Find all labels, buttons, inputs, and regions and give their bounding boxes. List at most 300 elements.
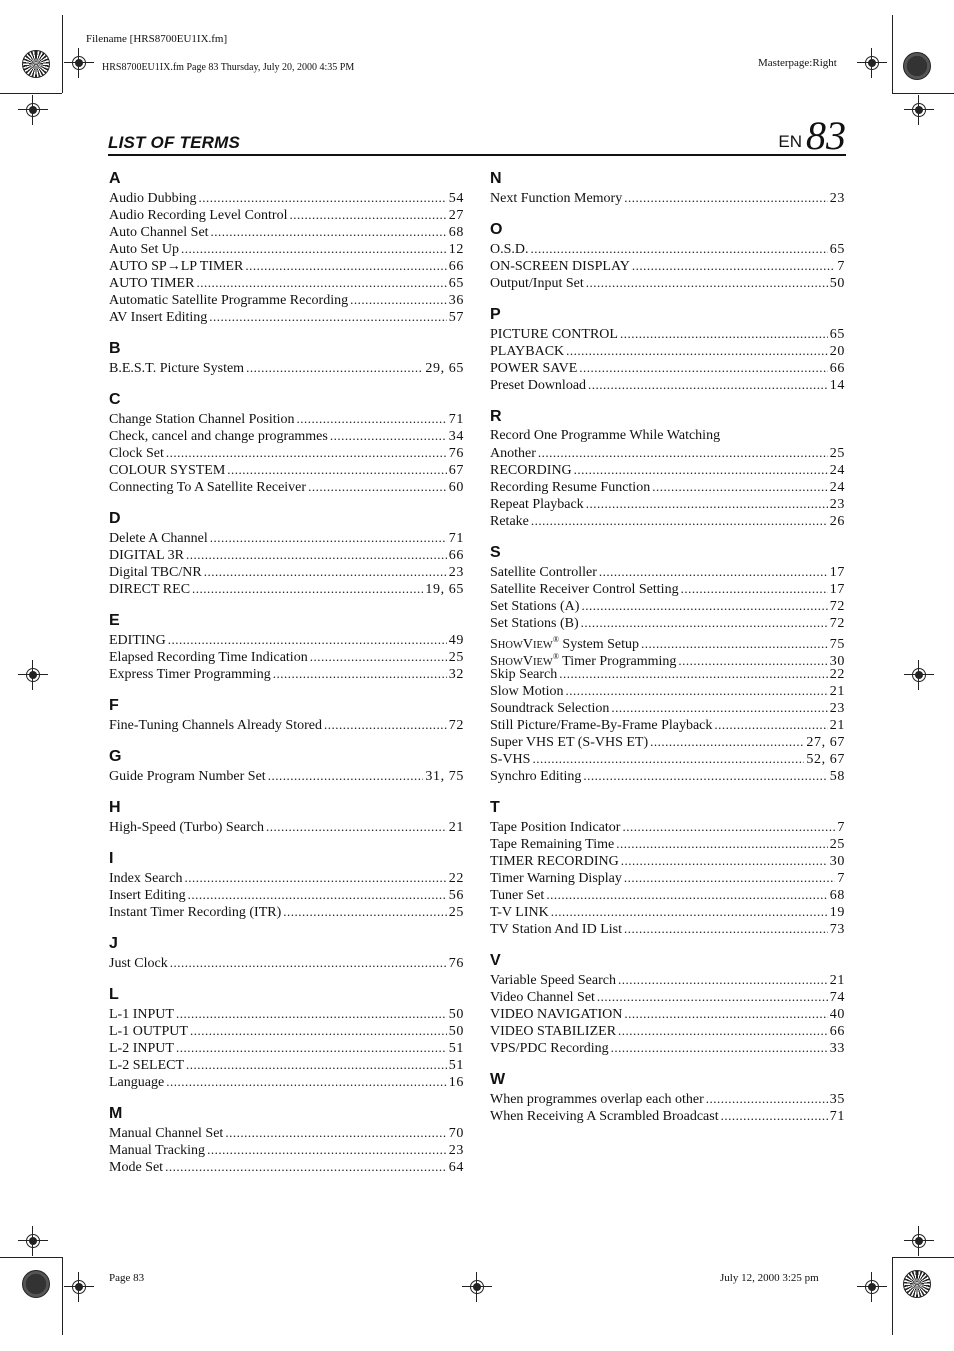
index-entry-page: 65	[448, 276, 464, 291]
index-entry	[109, 1158, 464, 1175]
index-entry	[490, 665, 845, 682]
dot-leader	[622, 818, 835, 835]
index-entry	[109, 869, 464, 886]
index-entry-term: TV Station And ID List	[490, 922, 622, 937]
dot-leader	[330, 427, 447, 444]
index-entry-term: RECORDING	[490, 463, 572, 478]
index-entry-term: Insert Editing	[109, 888, 186, 903]
index-group-b	[109, 338, 464, 376]
index-entry	[490, 869, 845, 886]
dot-leader	[289, 206, 446, 223]
crop-mark	[892, 1257, 954, 1258]
index-entry-term: Retake	[490, 514, 529, 529]
index-entry	[490, 988, 845, 1005]
index-entry-page: 66	[829, 1024, 845, 1039]
registration-target-icon	[903, 1270, 931, 1298]
dot-leader	[273, 665, 447, 682]
index-entry-term: POWER SAVE	[490, 361, 578, 376]
index-entry	[109, 206, 464, 223]
index-entry-term: EDITING	[109, 633, 166, 648]
dot-leader	[611, 699, 827, 716]
index-entry-page: 76	[448, 446, 464, 461]
registration-target-icon	[903, 52, 931, 80]
index-entry-page: 30	[829, 654, 845, 669]
index-entry-page: 25	[829, 446, 845, 461]
crosshair-icon	[910, 1232, 928, 1250]
crop-mark	[892, 15, 893, 93]
index-entry	[490, 512, 845, 529]
dot-leader	[310, 648, 447, 665]
index-entry-page: 68	[829, 888, 845, 903]
index-entry-term: B.E.S.T. Picture System	[109, 361, 245, 376]
dot-leader	[246, 359, 423, 376]
dot-leader	[350, 291, 447, 308]
index-entry	[490, 1022, 845, 1039]
index-entry	[109, 359, 464, 376]
dot-leader	[621, 852, 828, 869]
index-letter-heading: J	[109, 935, 118, 952]
index-entry-term: Manual Channel Set	[109, 1126, 224, 1141]
index-letter-heading: W	[490, 1071, 506, 1088]
index-entry-page: 34	[448, 429, 464, 444]
index-entry-page: 22	[448, 871, 464, 886]
crop-mark	[62, 15, 63, 93]
index-entry-page: 23	[829, 701, 845, 716]
index-entry	[109, 189, 464, 206]
page-header	[108, 113, 846, 158]
index-entry-term: Clock Set	[109, 446, 164, 461]
index-entry-page: 71	[448, 412, 464, 427]
index-entry-page: 72	[829, 599, 845, 614]
index-entry	[490, 852, 845, 869]
index-entry-page: 71	[448, 531, 464, 546]
index-entry-term: Digital TBC/NR	[109, 565, 202, 580]
dot-leader	[581, 597, 827, 614]
index-entry	[490, 971, 845, 988]
index-entry-page: 16	[448, 1075, 464, 1090]
index-entry	[490, 478, 845, 495]
dot-leader	[204, 563, 447, 580]
index-entry-page: 66	[829, 361, 845, 376]
index-entry	[109, 529, 464, 546]
index-entry	[109, 223, 464, 240]
index-entry-page: 23	[448, 565, 464, 580]
dot-leader	[297, 410, 447, 427]
dot-leader	[706, 1090, 828, 1107]
index-letter-heading: F	[109, 697, 119, 714]
dot-leader	[192, 580, 423, 597]
index-entry-term: DIGITAL 3R	[109, 548, 184, 563]
index-group-c	[109, 389, 464, 495]
crosshair-icon	[910, 666, 928, 684]
index-entry-page: 7	[837, 871, 845, 886]
index-entry-term: Soundtrack Selection	[490, 701, 610, 716]
crosshair-icon	[863, 1278, 881, 1296]
dot-leader	[551, 903, 828, 920]
crosshair-icon	[70, 1278, 88, 1296]
crosshair-icon	[468, 1278, 486, 1296]
index-entry	[109, 716, 464, 733]
registration-target-icon	[22, 1270, 50, 1298]
index-entry-page: 7	[837, 259, 845, 274]
index-entry-term: Manual Tracking	[109, 1143, 206, 1158]
index-entry	[490, 359, 845, 376]
index-group-v	[490, 950, 845, 1056]
dot-leader	[566, 342, 828, 359]
file-info-label: HRS8700EU1IX.fm Page 83 Thursday, July 20, 2000 4:35 PM	[102, 62, 355, 73]
index-entry-term: When programmes overlap each other	[490, 1092, 704, 1107]
index-entry	[490, 495, 845, 512]
index-entry-term: Super VHS ET (S-VHS ET)	[490, 735, 649, 750]
index-entry	[109, 1141, 464, 1158]
index-entry	[109, 291, 464, 308]
index-entry-page: 21	[829, 973, 845, 988]
index-entry-page: 31, 75	[425, 769, 464, 784]
dot-leader	[207, 1141, 447, 1158]
index-entry	[109, 767, 464, 784]
index-entry-page: 72	[829, 616, 845, 631]
page-title: LIST OF TERMS	[108, 133, 240, 152]
index-group-n	[490, 168, 845, 206]
registration-target-icon	[22, 50, 50, 78]
index-entry	[490, 461, 845, 478]
index-entry-term: Synchro Editing	[490, 769, 582, 784]
index-entry-term: AUTO TIMER	[109, 276, 195, 291]
index-entry-page: 65	[829, 327, 845, 342]
index-entry	[109, 631, 464, 648]
index-letter-heading: H	[109, 799, 121, 816]
index-entry	[109, 1124, 464, 1141]
crop-mark	[62, 1257, 63, 1335]
dot-leader	[165, 1158, 447, 1175]
dot-leader	[586, 495, 828, 512]
index-entry	[490, 444, 845, 461]
index-entry-term: Auto Set Up	[109, 242, 179, 257]
footer-date: July 12, 2000 3:25 pm	[720, 1272, 819, 1284]
dot-leader	[588, 376, 828, 393]
index-entry-term: Check, cancel and change programmes	[109, 429, 328, 444]
index-entry-page: 27, 67	[806, 735, 845, 750]
index-entry	[490, 1107, 845, 1124]
index-entry-term: AV Insert Editing	[109, 310, 208, 325]
dot-leader	[597, 988, 828, 1005]
dot-leader	[176, 1005, 447, 1022]
index-entry-term: Output/Input Set	[490, 276, 584, 291]
index-group-g	[109, 746, 464, 784]
index-letter-heading: V	[490, 952, 501, 969]
index-column-right	[490, 168, 845, 1137]
dot-leader	[209, 308, 447, 325]
dot-leader	[624, 920, 828, 937]
index-entry-term: Skip Search	[490, 667, 558, 682]
index-entry	[109, 1073, 464, 1090]
index-entry-term: When Receiving A Scrambled Broadcast	[490, 1109, 719, 1124]
dot-leader	[616, 835, 828, 852]
index-entry-term: Tuner Set	[490, 888, 545, 903]
index-group-p	[490, 304, 845, 393]
index-entry-term: Connecting To A Satellite Receiver	[109, 480, 307, 495]
index-entry-term: Satellite Receiver Control Setting	[490, 582, 679, 597]
index-letter-heading: I	[109, 850, 114, 867]
dot-leader	[531, 240, 828, 257]
index-entry-page: 24	[829, 463, 845, 478]
dot-leader	[168, 631, 447, 648]
index-entry-term: Fine-Tuning Channels Already Stored	[109, 718, 322, 733]
index-entry-term: VPS/PDC Recording	[490, 1041, 609, 1056]
index-group-d	[109, 508, 464, 597]
index-letter-heading: P	[490, 306, 501, 323]
index-entry-term: PLAYBACK	[490, 344, 565, 359]
index-entry-page: 60	[448, 480, 464, 495]
index-entry-page: 12	[448, 242, 464, 257]
dot-leader	[190, 1022, 447, 1039]
dot-leader	[652, 478, 828, 495]
index-entry-page: 35	[829, 1092, 845, 1107]
index-entry	[490, 189, 845, 206]
index-entry-page: 14	[829, 378, 845, 393]
index-entry	[109, 886, 464, 903]
index-entry-term: Just Clock	[109, 956, 168, 971]
index-entry	[109, 818, 464, 835]
dot-leader	[210, 529, 447, 546]
index-entry-term: SHOWVIEW® Timer Programming	[490, 652, 677, 669]
index-letter-heading: D	[109, 510, 121, 527]
index-entry-term: Automatic Satellite Programme Recording	[109, 293, 349, 308]
index-entry-page: 27	[448, 208, 464, 223]
index-entry-term: L-1 OUTPUT	[109, 1024, 188, 1039]
index-entry-term: Repeat Playback	[490, 497, 584, 512]
index-entry-term: L-2 INPUT	[109, 1041, 174, 1056]
index-entry-term: Auto Channel Set	[109, 225, 209, 240]
index-entry-page: 32	[448, 667, 464, 682]
index-entry	[490, 563, 845, 580]
crosshair-icon	[70, 54, 88, 72]
page-number-label	[778, 113, 846, 158]
index-entry	[490, 920, 845, 937]
index-group-h	[109, 797, 464, 835]
index-entry-page: 17	[829, 582, 845, 597]
index-entry	[490, 682, 845, 699]
dot-leader	[581, 614, 828, 631]
index-entry-page: 25	[448, 905, 464, 920]
dot-leader	[579, 359, 828, 376]
index-entry-term: Guide Program Number Set	[109, 769, 266, 784]
index-entry-term: Variable Speed Search	[490, 973, 616, 988]
dot-leader	[546, 886, 827, 903]
dot-leader	[650, 733, 804, 750]
index-entry-term: COLOUR SYSTEM	[109, 463, 226, 478]
index-group-m	[109, 1103, 464, 1175]
masterpage-label: Masterpage:Right	[758, 57, 837, 69]
index-entry-term: T-V LINK	[490, 905, 549, 920]
index-entry-term: SHOWVIEW® System Setup	[490, 635, 640, 652]
index-entry-term: VIDEO NAVIGATION	[490, 1007, 623, 1022]
index-entry-term: Elapsed Recording Time Indication	[109, 650, 308, 665]
dot-leader	[266, 818, 447, 835]
index-entry-term: Record One Programme While Watching	[490, 428, 721, 443]
index-entry	[490, 886, 845, 903]
index-entry-term: DIRECT REC	[109, 582, 191, 597]
index-entry-term: PICTURE CONTROL	[490, 327, 618, 342]
index-entry-page: 49	[448, 633, 464, 648]
index-entry	[109, 563, 464, 580]
dot-leader	[681, 580, 828, 597]
index-entry-term: Timer Warning Display	[490, 871, 622, 886]
dot-leader	[531, 512, 828, 529]
index-entry	[109, 546, 464, 563]
index-entry	[109, 1022, 464, 1039]
index-entry-page: 21	[829, 684, 845, 699]
dot-leader	[245, 257, 446, 274]
dot-leader	[532, 750, 804, 767]
index-entry-term: TIMER RECORDING	[490, 854, 619, 869]
index-entry-term: Audio Dubbing	[109, 191, 197, 206]
dot-leader	[176, 1039, 447, 1056]
index-entry-term: Still Picture/Frame-By-Frame Playback	[490, 718, 713, 733]
index-letter-heading: T	[490, 799, 500, 816]
index-entry	[490, 274, 845, 291]
index-entry	[109, 461, 464, 478]
dot-leader	[714, 716, 827, 733]
index-entry	[490, 733, 845, 750]
index-entry	[109, 410, 464, 427]
index-entry-page: 20	[829, 344, 845, 359]
index-group-e	[109, 610, 464, 682]
index-group-a	[109, 168, 464, 325]
index-entry-page: 65	[829, 242, 845, 257]
crosshair-icon	[24, 666, 42, 684]
index-entry-page: 74	[829, 990, 845, 1005]
index-group-f	[109, 695, 464, 733]
crosshair-icon	[24, 1232, 42, 1250]
index-entry-page: 21	[448, 820, 464, 835]
index-entry	[490, 903, 845, 920]
index-entry-term: Recording Resume Function	[490, 480, 651, 495]
index-entry-term: Language	[109, 1075, 165, 1090]
dot-leader	[186, 1056, 447, 1073]
index-entry-page: 23	[829, 497, 845, 512]
dot-leader	[166, 444, 447, 461]
dot-leader	[624, 1005, 827, 1022]
index-entry-term: High-Speed (Turbo) Search	[109, 820, 265, 835]
dot-leader	[283, 903, 447, 920]
index-entry	[490, 325, 845, 342]
dot-leader	[199, 189, 447, 206]
index-entry	[490, 699, 845, 716]
index-letter-heading: C	[109, 391, 121, 408]
index-entry	[490, 376, 845, 393]
index-entry-page: 50	[448, 1007, 464, 1022]
index-entry-term: Mode Set	[109, 1160, 164, 1175]
dot-leader	[188, 886, 447, 903]
index-entry	[109, 903, 464, 920]
index-letter-heading: G	[109, 748, 122, 765]
index-letter-heading: R	[490, 408, 502, 425]
index-entry-term: Instant Timer Recording (ITR)	[109, 905, 282, 920]
dot-leader	[611, 1039, 828, 1056]
crop-mark	[0, 93, 62, 94]
index-entry-page: 17	[829, 565, 845, 580]
index-entry	[490, 1039, 845, 1056]
index-entry-page: 36	[448, 293, 464, 308]
index-entry-page: 67	[448, 463, 464, 478]
index-group-l	[109, 984, 464, 1090]
index-entry-term: Tape Position Indicator	[490, 820, 621, 835]
index-entry-page: 54	[448, 191, 464, 206]
index-entry-term: Preset Download	[490, 378, 587, 393]
index-entry-page: 64	[448, 1160, 464, 1175]
dot-leader	[624, 189, 828, 206]
index-entry-page: 51	[448, 1041, 464, 1056]
index-entry-page: 66	[448, 259, 464, 274]
index-entry-page: 19	[829, 905, 845, 920]
index-entry-page: 71	[829, 1109, 845, 1124]
index-entry-term: Slow Motion	[490, 684, 564, 699]
index-letter-heading: M	[109, 1105, 123, 1122]
index-entry	[490, 767, 845, 784]
dot-leader	[620, 325, 828, 342]
index-entry	[109, 274, 464, 291]
index-entry	[109, 444, 464, 461]
dot-leader	[308, 478, 447, 495]
index-entry	[490, 580, 845, 597]
index-entry-page: 50	[448, 1024, 464, 1039]
footer-page: Page 83	[109, 1272, 145, 1284]
index-entry-page: 33	[829, 1041, 845, 1056]
index-entry-page: 76	[448, 956, 464, 971]
index-entry-term: L-2 SELECT	[109, 1058, 185, 1073]
index-letter-heading: A	[109, 170, 121, 187]
index-entry-page: 70	[448, 1126, 464, 1141]
index-entry-term: Satellite Controller	[490, 565, 597, 580]
index-entry-page: 68	[448, 225, 464, 240]
index-entry-term: Set Stations (B)	[490, 616, 579, 631]
index-group-i	[109, 848, 464, 920]
dot-leader	[586, 274, 828, 291]
dot-leader	[268, 767, 424, 784]
index-entry-page: 51	[448, 1058, 464, 1073]
index-entry-page: 29, 65	[425, 361, 464, 376]
index-entry-page: 22	[829, 667, 845, 682]
index-entry	[490, 1005, 845, 1022]
index-entry-page: 66	[448, 548, 464, 563]
index-entry-page: 7	[837, 820, 845, 835]
index-entry-page: 75	[829, 637, 845, 652]
index-entry	[490, 614, 845, 631]
index-entry-page: 21	[829, 718, 845, 733]
dot-leader	[599, 563, 828, 580]
index-entry	[109, 427, 464, 444]
index-entry-page: 57	[448, 310, 464, 325]
dot-leader	[574, 461, 828, 478]
index-entry	[490, 342, 845, 359]
index-letter-heading: B	[109, 340, 121, 357]
index-entry-term: Set Stations (A)	[490, 599, 580, 614]
index-entry-page: 52, 67	[806, 752, 845, 767]
index-entry-term: VIDEO STABILIZER	[490, 1024, 617, 1039]
crosshair-icon	[863, 54, 881, 72]
index-entry-term: Next Function Memory	[490, 191, 623, 206]
index-entry	[490, 716, 845, 733]
index-letter-heading: N	[490, 170, 502, 187]
index-entry-term: AUTO SP→LP TIMER	[109, 259, 244, 274]
index-entry	[109, 580, 464, 597]
index-group-r	[490, 406, 845, 529]
index-group-s	[490, 542, 845, 784]
index-entry-page: 25	[829, 837, 845, 852]
index-entry-page: 50	[829, 276, 845, 291]
index-entry	[490, 750, 845, 767]
